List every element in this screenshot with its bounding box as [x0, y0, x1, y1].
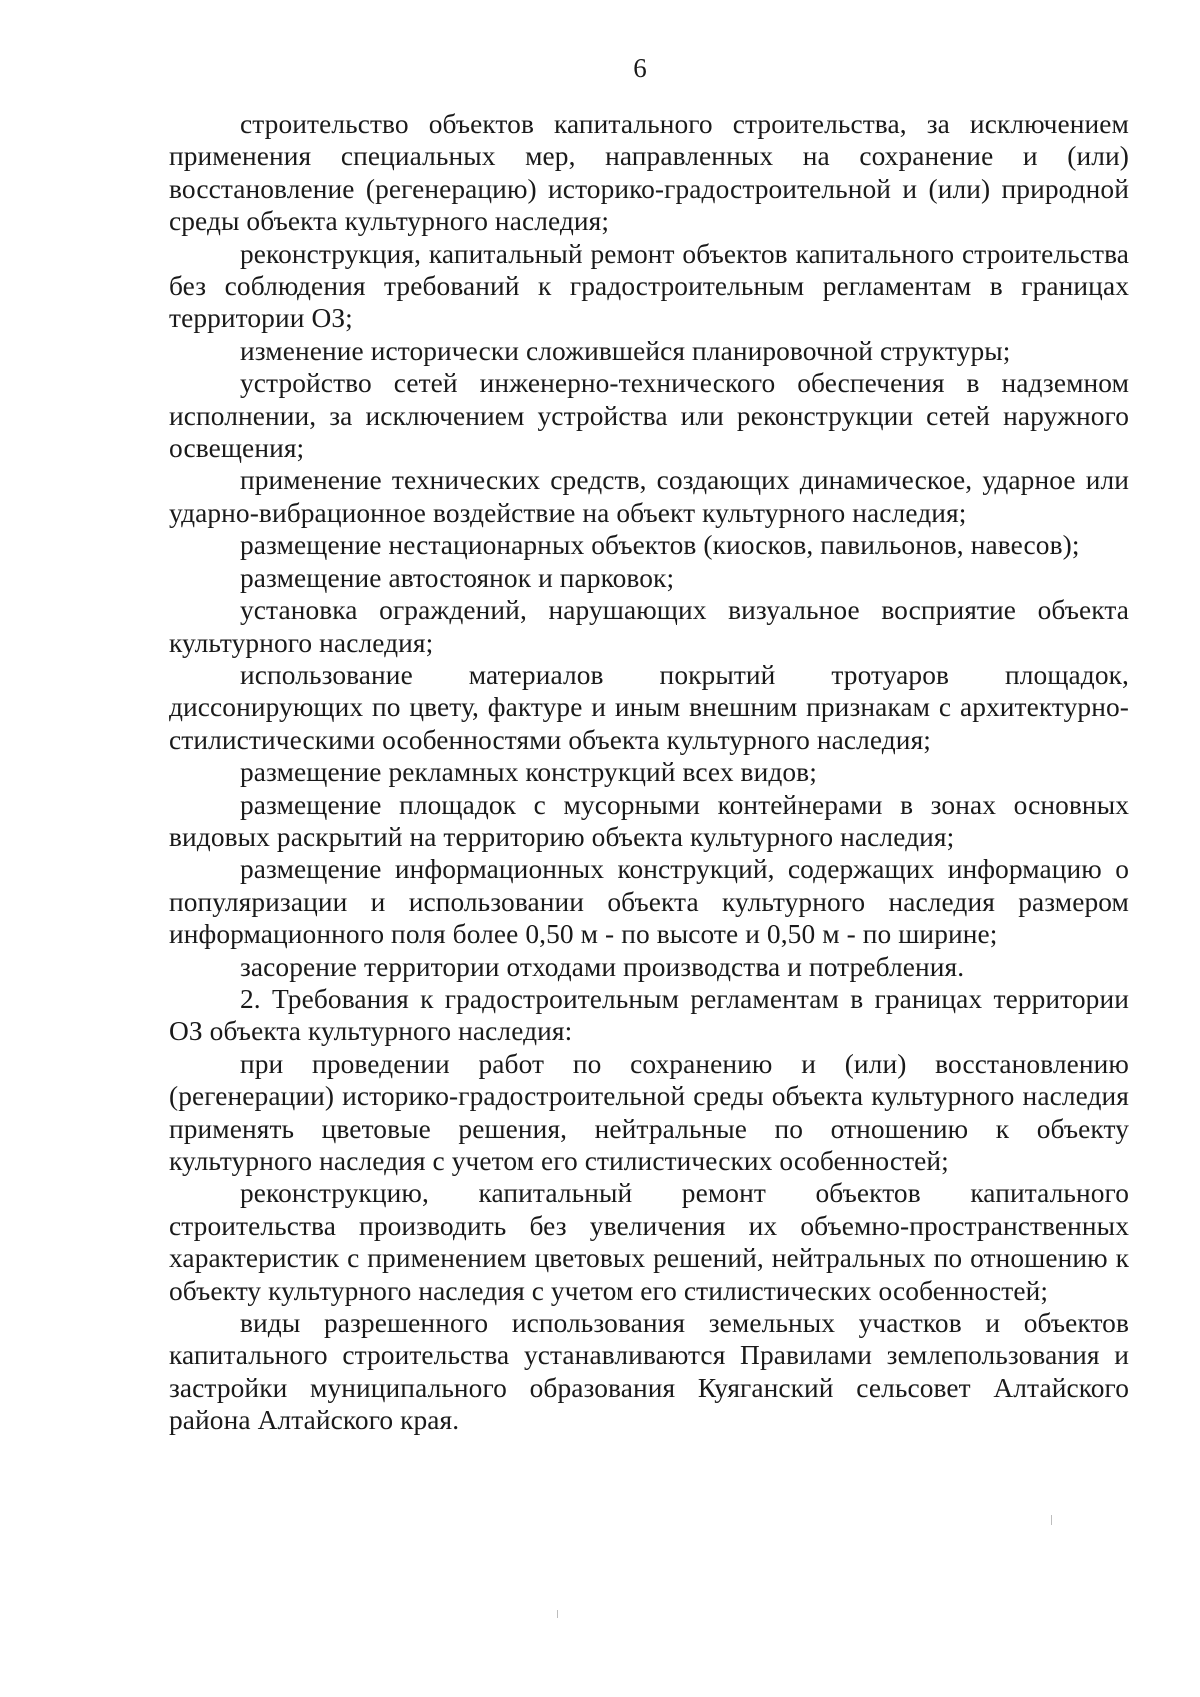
paragraph: размещение нестационарных объектов (киосков, павильонов, навесов); — [240, 530, 1080, 561]
paragraph: установка ограждений, нарушающих визуальное восприятие объекта культурного наследия; — [169, 595, 1129, 658]
paragraph: применение технических средств, создающих динамическое, ударное или ударно-вибрационное воздействие на объект культурного наследия; — [169, 465, 1129, 528]
paragraph: устройство сетей инженерно-технического обеспечения в надземном исполнении, за исключением устройства или реконструкции сетей наружного освещения; — [169, 368, 1129, 464]
page-number: 6 — [633, 53, 647, 83]
paragraph: реконструкцию, капитальный ремонт объектов капитального строительства производить без увеличения их объемно-пространственных характеристик с применением цветовых решений, нейтральных по отношению к объекту культурного наследия с учетом его стилистических особенностей; — [169, 1178, 1129, 1306]
paragraph: засорение территории отходами производства и потребления. — [240, 951, 965, 982]
paragraph: строительство объектов капитального строительства, за исключением применения специальных мер, направленных на сохранение и (или) восстановление (регенерацию) историко-градостроительной и (или) природной среды объекта культурного наследия; — [169, 109, 1129, 237]
paragraph: размещение автостоянок и парковок; — [240, 562, 675, 593]
paragraph: размещение рекламных конструкций всех видов; — [240, 757, 817, 788]
paragraph: реконструкция, капитальный ремонт объектов капитального строительства без соблюдения требований к градостроительным регламентам в границах территории ОЗ; — [169, 238, 1129, 334]
document-body — [169, 108, 1129, 1437]
paragraph: использование материалов покрытий тротуаров площадок, диссонирующих по цвету, фактуре и иным внешним признакам с архитектурно-стилистическими особенностями объекта культурного наследия; — [169, 659, 1129, 755]
paragraph: размещение площадок с мусорными контейнерами в зонах основных видовых раскрытий на территорию объекта культурного наследия; — [169, 789, 1129, 852]
paragraph: изменение исторически сложившейся планировочной структуры; — [240, 335, 1011, 366]
scan-artifact — [1051, 1515, 1052, 1525]
scan-artifact — [557, 1610, 558, 1618]
paragraph: виды разрешенного использования земельных участков и объектов капитального строительства устанавливаются Правилами землепользования и застройки муниципального образования Куяганский сельсовет Алтайского района Алтайского края. — [169, 1308, 1129, 1436]
paragraph: при проведении работ по сохранению и (или) восстановлению (регенерации) историко-градостроительной среды объекта культурного наследия применять цветовые решения, нейтральные по отношению к объекту культурного наследия с учетом его стилистических особенностей; — [169, 1048, 1129, 1176]
paragraph: размещение информационных конструкций, содержащих информацию о популяризации и использовании объекта культурного наследия размером информационного поля более 0,50 м - по высоте и 0,50 м - по ширине; — [169, 854, 1129, 950]
paragraph: 2. Требования к градостроительным регламентам в границах территории ОЗ объекта культурного наследия: — [169, 983, 1129, 1047]
